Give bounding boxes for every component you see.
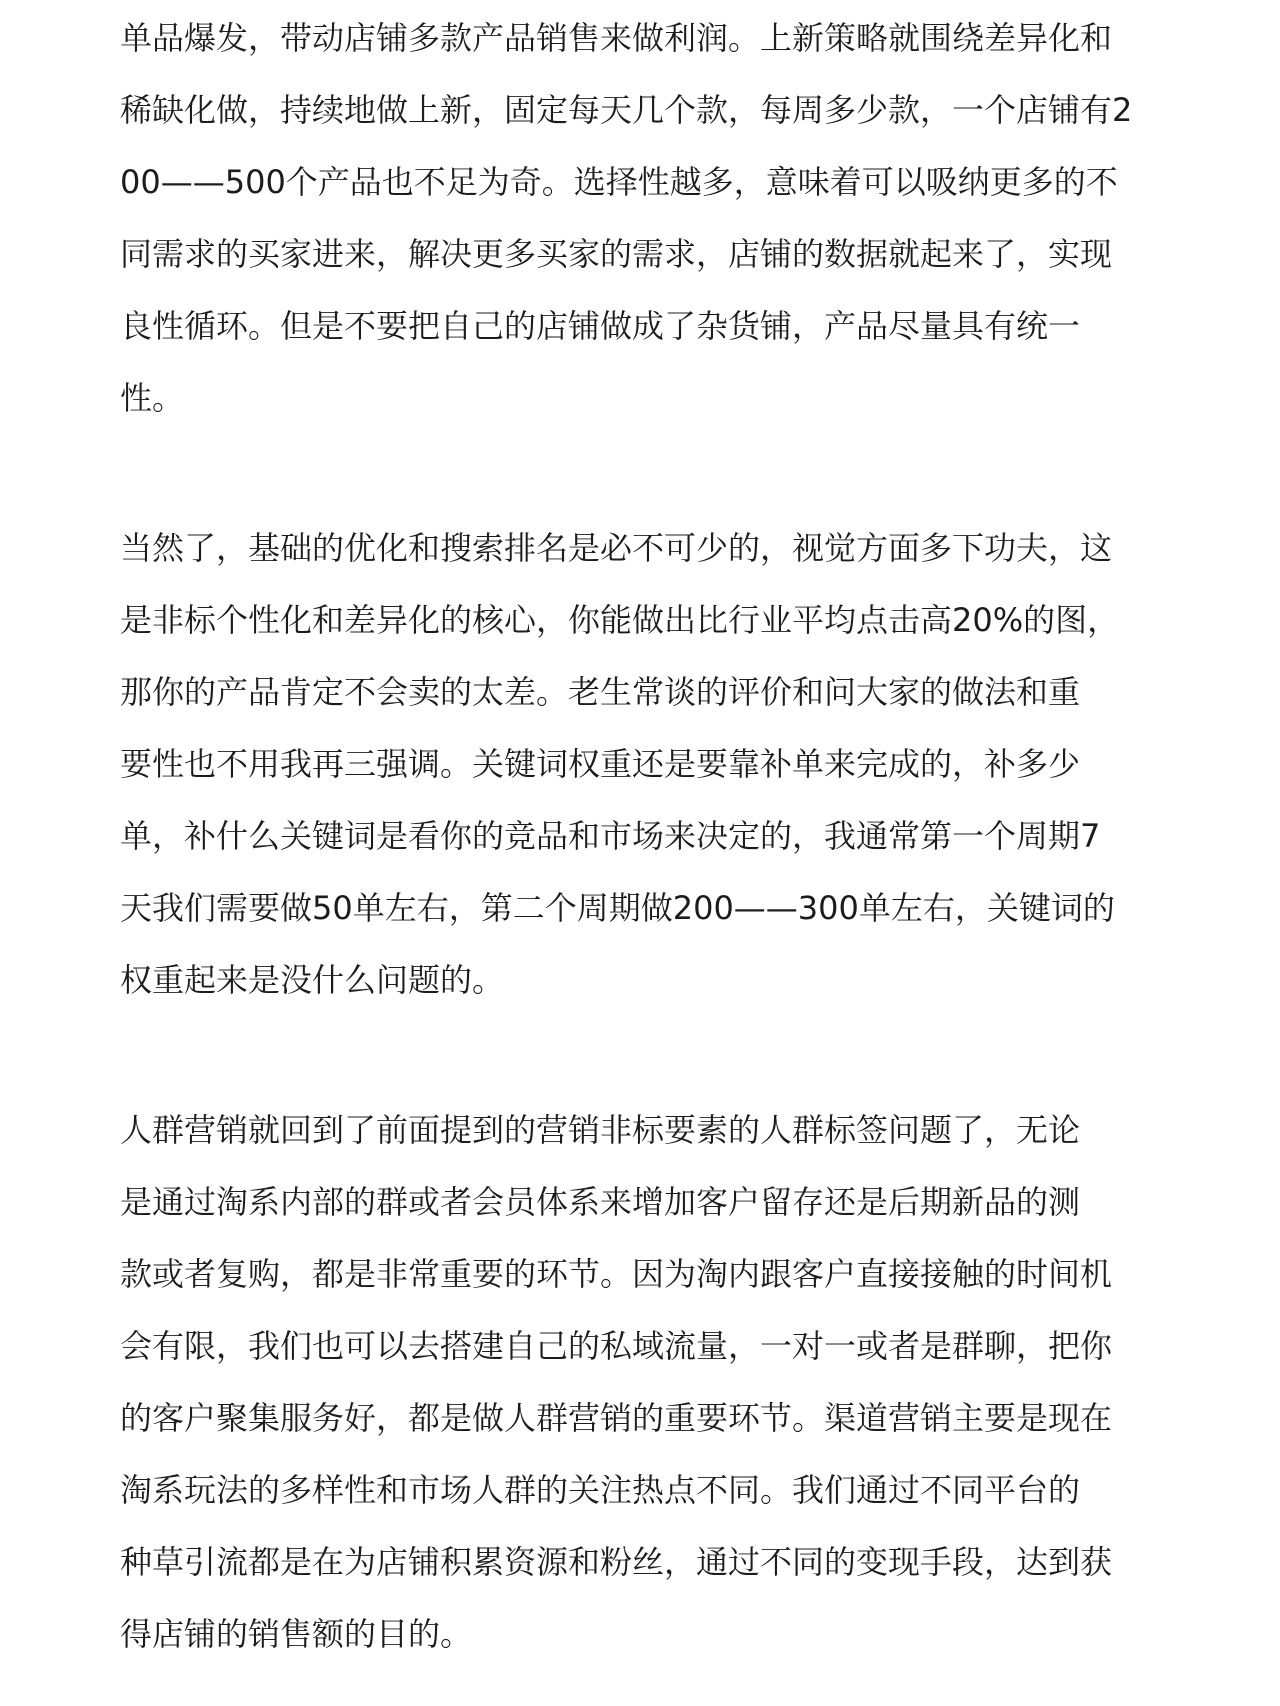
text-line: 同需求的买家进来，解决更多买家的需求，店铺的数据就起来了，实现 (120, 235, 1113, 273)
text-line: 会有限，我们也可以去搭建自己的私域流量，一对一或者是群聊，把你 (120, 1327, 1113, 1365)
text-line: 当然了，基础的优化和搜索排名是必不可少的，视觉方面多下功夫，这 (120, 529, 1113, 567)
text-line: 稀缺化做，持续地做上新，固定每天几个款，每周多少款，一个店铺有2 (120, 91, 1133, 129)
text-line: 单，补什么关键词是看你的竞品和市场来决定的，我通常第一个周期7 (120, 817, 1101, 855)
text-line: 得店铺的销售额的目的。 (120, 1615, 473, 1653)
text-line: 权重起来是没什么问题的。 (120, 961, 505, 999)
text-line: 天我们需要做50单左右，第二个周期做200——300单左右，关键词的 (120, 889, 1115, 927)
text-line: 单品爆发，带动店铺多款产品销售来做利润。上新策略就围绕差异化和 (120, 19, 1113, 57)
text-line: 性。 (120, 379, 185, 417)
text-line: 00——500个产品也不足为奇。选择性越多，意味着可以吸纳更多的不 (120, 163, 1118, 201)
text-line: 淘系玩法的多样性和市场人群的关注热点不同。我们通过不同平台的 (120, 1471, 1081, 1509)
text-line: 良性循环。但是不要把自己的店铺做成了杂货铺，产品尽量具有统一 (120, 307, 1081, 345)
text-line: 的客户聚集服务好，都是做人群营销的重要环节。渠道营销主要是现在 (120, 1399, 1113, 1437)
text-line: 种草引流都是在为店铺积累资源和粉丝，通过不同的变现手段，达到获 (120, 1543, 1113, 1581)
text-line: 那你的产品肯定不会卖的太差。老生常谈的评价和问大家的做法和重 (120, 673, 1081, 711)
text-line: 是通过淘系内部的群或者会员体系来增加客户留存还是后期新品的测 (120, 1183, 1081, 1221)
text-line: 人群营销就回到了前面提到的营销非标要素的人群标签问题了，无论 (120, 1111, 1081, 1149)
text-line: 要性也不用我再三强调。关键词权重还是要靠补单来完成的，补多少 (120, 745, 1081, 783)
text-line: 款或者复购，都是非常重要的环节。因为淘内跟客户直接接触的时间机 (120, 1255, 1113, 1293)
text-line: 是非标个性化和差异化的核心，你能做出比行业平均点击高20%的图， (120, 601, 1120, 639)
